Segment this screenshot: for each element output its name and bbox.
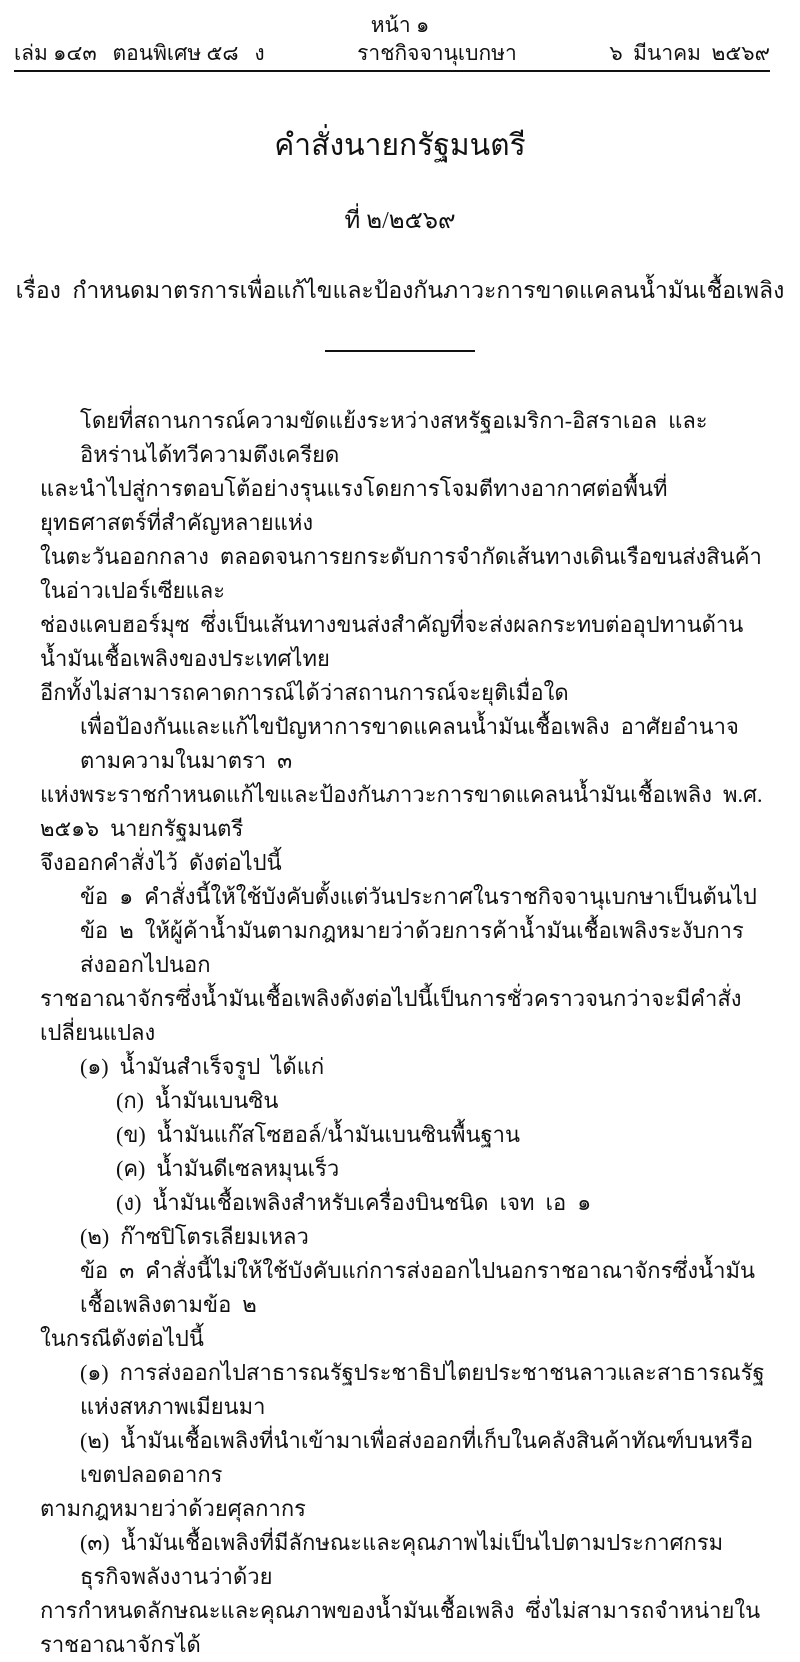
document-line: และนำไปสู่การตอบโต้อย่างรุนแรงโดยการโจมตีทางอากาศต่อพื้นที่ยุทธศาสตร์ที่สำคัญหลายแห่ง xyxy=(40,476,668,535)
header-rule xyxy=(14,70,770,72)
order-number: ที่ ๒/๒๕๖๙ xyxy=(344,208,456,234)
document-line: จึงออกคำสั่งไว้ ดังต่อไปนี้ xyxy=(40,850,282,875)
document-line: โดยที่สถานการณ์ความขัดแย้งระหว่างสหรัฐอเมริกา-อิสราเอล และอิหร่านได้ทวีความตึงเครียด xyxy=(80,408,708,467)
document-line: (ค) น้ำมันดีเซลหมุนเร็ว xyxy=(116,1156,340,1181)
document-line: (๓) น้ำมันเชื้อเพลิงที่มีลักษณะและคุณภาพไม่เป็นไปตามประกาศกรมธุรกิจพลังงานว่าด้วย xyxy=(80,1530,724,1589)
document-line: (๑) การส่งออกไปสาธารณรัฐประชาธิปไตยประชาชนลาวและสาธารณรัฐแห่งสหภาพเมียนมา xyxy=(80,1360,765,1419)
document-line: (๒) น้ำมันเชื้อเพลิงที่นำเข้ามาเพื่อส่งออกที่เก็บในคลังสินค้าทัณฑ์บนหรือเขตปลอดอากร xyxy=(80,1428,754,1487)
document-line: (๑) น้ำมันสำเร็จรูป ได้แก่ xyxy=(80,1054,325,1079)
volume-info: เล่ม ๑๔๓ ตอนพิเศษ ๕๘ ง xyxy=(14,41,265,65)
publication-date: ๖ มีนาคม ๒๕๖๙ xyxy=(609,41,770,65)
document-line: เพื่อป้องกันและแก้ไขปัญหาการขาดแคลนน้ำมันเชื้อเพลิง อาศัยอำนาจตามความในมาตรา ๓ xyxy=(80,714,739,773)
document-line: ในตะวันออกกลาง ตลอดจนการยกระดับการจำกัดเส้นทางเดินเรือขนส่งสินค้าในอ่าวเปอร์เซียและ xyxy=(40,544,762,603)
gazette-header xyxy=(14,40,770,67)
document-line: ข้อ ๒ ให้ผู้ค้าน้ำมันตามกฎหมายว่าด้วยการค้าน้ำมันเชื้อเพลิงระงับการส่งออกไปนอก xyxy=(80,918,744,977)
order-title: คำสั่งนายกรัฐมนตรี xyxy=(274,129,526,162)
page-number: หน้า ๑ xyxy=(370,13,430,37)
document-line: อีกทั้งไม่สามารถคาดการณ์ได้ว่าสถานการณ์จะยุติเมื่อใด xyxy=(40,680,569,705)
document-line: (ก) น้ำมันเบนซิน xyxy=(116,1088,279,1113)
document-line: (ง) น้ำมันเชื้อเพลิงสำหรับเครื่องบินชนิด เจท เอ ๑ xyxy=(116,1190,592,1215)
title-divider xyxy=(325,350,475,352)
document-line: แห่งพระราชกำหนดแก้ไขและป้องกันภาวะการขาดแคลนน้ำมันเชื้อเพลิง พ.ศ. ๒๕๑๖ นายกรัฐมนตรี xyxy=(40,782,774,841)
document-line: การกำหนดลักษณะและคุณภาพของน้ำมันเชื้อเพลิง ซึ่งไม่สามารถจำหน่ายในราชอาณาจักรได้ xyxy=(40,1598,761,1657)
order-subject: เรื่อง กำหนดมาตรการเพื่อแก้ไขและป้องกันภาวะการขาดแคลนน้ำมันเชื้อเพลิง xyxy=(15,278,785,303)
document-line: (ข) น้ำมันแก๊สโซฮอล์/น้ำมันเบนซินพื้นฐาน xyxy=(116,1122,521,1147)
document-line: ราชอาณาจักรซึ่งน้ำมันเชื้อเพลิงดังต่อไปนี้เป็นการชั่วคราวจนกว่าจะมีคำสั่งเปลี่ยนแปลง xyxy=(40,986,742,1045)
document-line: ข้อ ๑ คำสั่งนี้ให้ใช้บังคับตั้งแต่วันประกาศในราชกิจจานุเบกษาเป็นต้นไป xyxy=(80,884,757,909)
document-line: ช่องแคบฮอร์มุซ ซึ่งเป็นเส้นทางขนส่งสำคัญที่จะส่งผลกระทบต่ออุปทานด้านน้ำมันเชื้อเพลิงของประเทศไทย xyxy=(40,612,744,671)
document-line: ตามกฎหมายว่าด้วยศุลกากร xyxy=(40,1496,306,1521)
title-block xyxy=(0,88,800,388)
document-line: ข้อ ๓ คำสั่งนี้ไม่ให้ใช้บังคับแก่การส่งออกไปนอกราชอาณาจักรซึ่งน้ำมันเชื้อเพลิงตามข้อ ๒ xyxy=(80,1258,756,1317)
gazette-name: ราชกิจจานุเบกษา xyxy=(357,41,517,65)
document-body xyxy=(40,404,774,1662)
document-line: (๒) ก๊าซปิโตรเลียมเหลว xyxy=(80,1224,309,1249)
document-line: ในกรณีดังต่อไปนี้ xyxy=(40,1326,204,1351)
